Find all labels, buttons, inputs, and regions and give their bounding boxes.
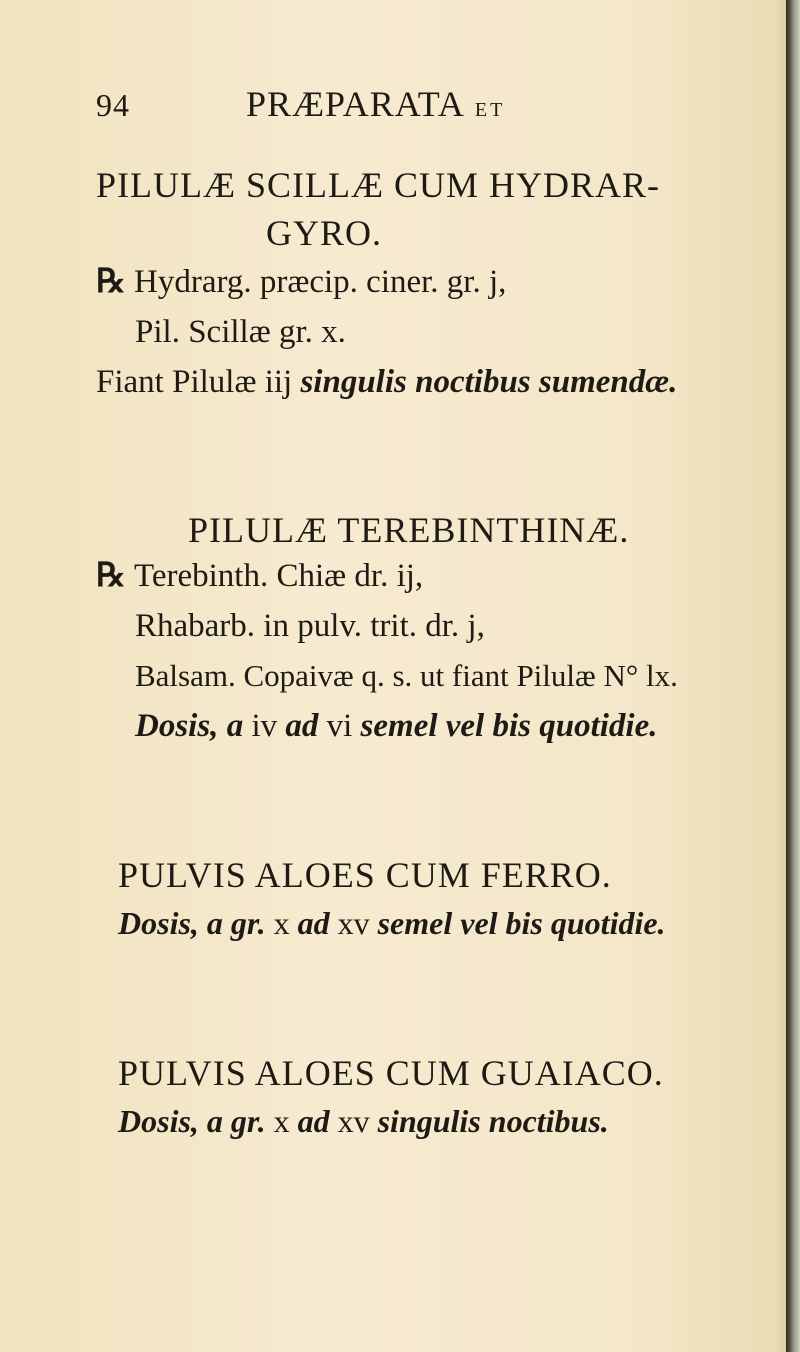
- section-title-pilulae-terebinthinae: PILULÆ TEREBINTHINÆ.: [188, 510, 630, 550]
- dose-to: xv: [337, 1103, 370, 1139]
- dose-a-gr: a gr.: [206, 1103, 266, 1139]
- dose-from: x: [273, 905, 290, 941]
- dose-line: [118, 907, 666, 939]
- running-title: PRÆPARATA: [246, 84, 465, 124]
- section-title-pilulae-scillae-continued: GYRO.: [266, 213, 383, 253]
- ingredient-text: Hydrarg. præcip. ciner. gr. j,: [134, 264, 507, 300]
- dose-a-gr: a gr.: [206, 905, 266, 941]
- recipe-symbol: ℞: [96, 558, 126, 594]
- page-header: [96, 86, 505, 122]
- ingredient-text: Terebinth. Chiæ dr. ij,: [134, 558, 424, 594]
- dose-frequency: semel vel bis quotidie.: [360, 708, 658, 744]
- instruction-text: Fiant Pilulæ iij: [96, 364, 293, 400]
- dose-line: [135, 710, 657, 743]
- dose-ad: ad: [297, 905, 330, 941]
- dose-label: Dosis,: [118, 905, 199, 941]
- dose-line: [118, 1105, 609, 1137]
- instruction-italic: singulis noctibus sumendæ.: [300, 364, 678, 400]
- dose-label: Dosis,: [135, 708, 219, 744]
- running-title-suffix: ET: [474, 99, 506, 121]
- ingredient-line: Balsam. Copaivæ q. s. ut fiant Pilulæ N° lx.: [135, 658, 678, 693]
- ingredient-line: Rhabarb. in pulv. trit. dr. j,: [135, 608, 485, 644]
- dose-label: Dosis,: [118, 1103, 199, 1139]
- page-edge-shadow: [786, 0, 800, 1352]
- dose-to: vi: [326, 708, 353, 744]
- dose-frequency: semel vel bis quotidie.: [377, 905, 666, 941]
- recipe-line: [96, 560, 423, 593]
- dose-ad: ad: [297, 1103, 330, 1139]
- dose-to: xv: [337, 905, 370, 941]
- instruction-line: [96, 366, 677, 399]
- dose-a: a: [226, 708, 244, 744]
- recipe-symbol: ℞: [96, 264, 126, 300]
- dose-ad: ad: [285, 708, 319, 744]
- page-number: 94: [96, 87, 130, 123]
- dose-frequency: singulis noctibus.: [377, 1103, 609, 1139]
- section-title-pulvis-ferro: PULVIS ALOES CUM FERRO.: [118, 855, 612, 895]
- dose-from: iv: [251, 708, 278, 744]
- dose-from: x: [273, 1103, 290, 1139]
- section-title-pulvis-guaiaco: PULVIS ALOES CUM GUAIACO.: [118, 1053, 664, 1093]
- section-title-pilulae-scillae: PILULÆ SCILLÆ CUM HYDRAR-: [96, 165, 661, 205]
- recipe-line: [96, 266, 506, 299]
- ingredient-line: Pil. Scillæ gr. x.: [135, 314, 346, 350]
